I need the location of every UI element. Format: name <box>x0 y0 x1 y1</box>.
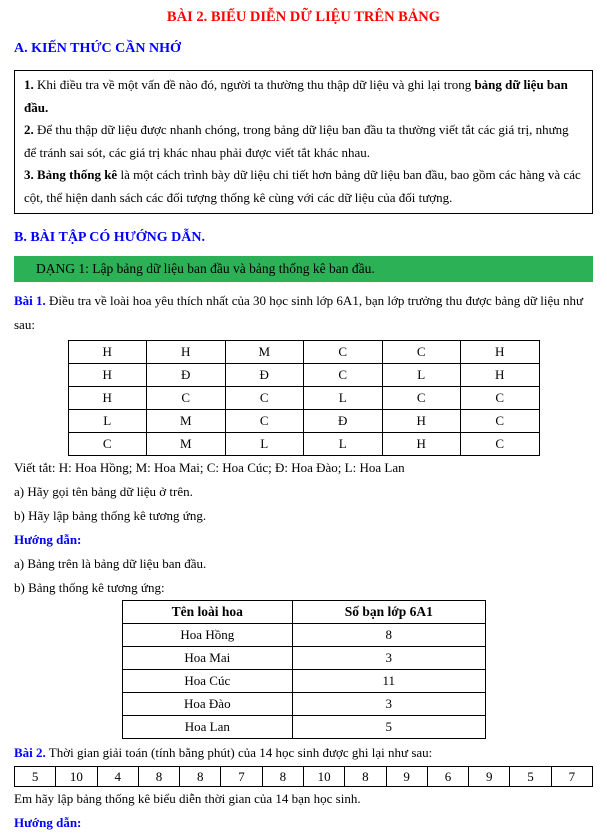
stats-header-count: Số bạn lớp 6A1 <box>293 601 485 624</box>
table-cell: H <box>147 341 226 364</box>
flower-data-table <box>68 340 540 456</box>
table-row <box>122 624 485 647</box>
table-cell: 4 <box>97 767 138 787</box>
point-2-number: 2. <box>24 122 34 137</box>
exercise1-label: Bài 1. <box>14 293 46 308</box>
table-cell: C <box>382 341 461 364</box>
table-cell: H <box>382 410 461 433</box>
section-b-heading: B. BÀI TẬP CÓ HƯỚNG DẪN. <box>14 230 205 245</box>
knowledge-point-1 <box>24 74 583 119</box>
point-3-term: 3. Bảng thống kê <box>24 167 118 182</box>
table-cell: L <box>225 433 304 456</box>
guide-heading-2: Hướng dẫn: <box>14 815 82 830</box>
knowledge-point-3 <box>24 164 583 209</box>
table-cell: L <box>68 410 147 433</box>
table-cell: 3 <box>293 693 485 716</box>
dang1-banner-text: DẠNG 1: Lập bảng dữ liệu ban đầu và bảng thống kê ban đầu. <box>36 261 375 276</box>
table-cell: Hoa Đào <box>122 693 293 716</box>
table-cell: Đ <box>147 364 226 387</box>
answer-a: a) Bảng trên là bảng dữ liệu ban đầu. <box>14 556 207 571</box>
table-row <box>122 693 485 716</box>
table-cell: 10 <box>56 767 97 787</box>
table-cell: 10 <box>303 767 344 787</box>
table-cell: 9 <box>469 767 510 787</box>
table-cell: L <box>304 387 383 410</box>
abbreviation-note: Viết tắt: H: Hoa Hồng; M: Hoa Mai; C: Hoa Cúc; Đ: Hoa Đào; L: Hoa Lan <box>14 460 405 475</box>
table-cell: H <box>68 364 147 387</box>
table-cell: 8 <box>180 767 221 787</box>
exercise2-label: Bài 2. <box>14 745 46 760</box>
table-cell: Đ <box>304 410 383 433</box>
table-row <box>68 410 539 433</box>
table-cell: C <box>225 410 304 433</box>
table-cell: H <box>461 341 540 364</box>
table-cell: 7 <box>551 767 592 787</box>
table-cell: C <box>382 387 461 410</box>
table-cell: H <box>68 387 147 410</box>
table-cell: L <box>304 433 383 456</box>
table-row <box>15 767 593 787</box>
table-cell: M <box>225 341 304 364</box>
table-cell: 8 <box>138 767 179 787</box>
table-cell: 11 <box>293 670 485 693</box>
table-cell: Hoa Cúc <box>122 670 293 693</box>
point-1-text: Khi điều tra về một vấn đề nào đó, người ta thường thu thập dữ liệu và ghi lại trong <box>33 77 475 92</box>
table-cell: C <box>147 387 226 410</box>
point-2-text: Để thu thập dữ liệu được nhanh chóng, trong bảng dữ liệu ban đầu ta thường viết tắt các giá trị, nhưng để tránh sai sót, các giá trị khác nhau phải được viết tắt khác nhau. <box>24 122 569 160</box>
table-cell: C <box>225 387 304 410</box>
point-1-term: bảng dữ liệu ban đầu. <box>24 77 568 115</box>
table-cell: 8 <box>262 767 303 787</box>
table-cell: H <box>68 341 147 364</box>
table-row <box>68 341 539 364</box>
table-cell: C <box>304 341 383 364</box>
table-cell: 8 <box>345 767 386 787</box>
table-header-row <box>122 601 485 624</box>
table-cell: 5 <box>293 716 485 739</box>
stats-header-flower: Tên loài hoa <box>122 601 293 624</box>
knowledge-box <box>14 70 593 214</box>
table-row <box>122 670 485 693</box>
table-row <box>68 364 539 387</box>
table-cell: C <box>461 410 540 433</box>
table-cell: Hoa Mai <box>122 647 293 670</box>
table-cell: Đ <box>225 364 304 387</box>
table-cell: L <box>382 364 461 387</box>
section-a-heading: A. KIẾN THỨC CẦN NHỚ <box>14 41 181 56</box>
times-table <box>14 766 593 787</box>
answer-b: b) Bảng thống kê tương ứng: <box>14 580 165 595</box>
exercise2-intro-text: Thời gian giải toán (tính bằng phút) của 14 học sinh được ghi lại như sau: <box>45 745 433 760</box>
exercise1-intro-text: Điều tra về loài hoa yêu thích nhất của 30 học sinh lớp 6A1, bạn lớp trưởng thu được bảng dữ liệu như sau: <box>14 293 584 332</box>
table-row <box>122 647 485 670</box>
table-cell: 6 <box>427 767 468 787</box>
table-cell: C <box>304 364 383 387</box>
table-row <box>68 433 539 456</box>
dang1-banner <box>14 256 593 282</box>
table-cell: 5 <box>510 767 551 787</box>
table-row <box>122 716 485 739</box>
table-cell: Hoa Hồng <box>122 624 293 647</box>
table-cell: M <box>147 410 226 433</box>
table-cell: 9 <box>386 767 427 787</box>
table-cell: H <box>461 364 540 387</box>
table-cell: C <box>461 433 540 456</box>
table-cell: M <box>147 433 226 456</box>
table-cell: 3 <box>293 647 485 670</box>
exercise2-task: Em hãy lập bảng thống kê biểu diễn thời gian của 14 bạn học sinh. <box>14 791 361 806</box>
page-title: BÀI 2. BIỂU DIỄN DỮ LIỆU TRÊN BẢNG <box>166 9 441 25</box>
exercise2-intro <box>14 741 593 765</box>
table-cell: 7 <box>221 767 262 787</box>
table-cell: Hoa Lan <box>122 716 293 739</box>
table-cell: C <box>461 387 540 410</box>
point-1-number: 1. <box>24 77 34 92</box>
table-cell: C <box>68 433 147 456</box>
table-cell: 5 <box>15 767 56 787</box>
table-cell: H <box>382 433 461 456</box>
table-row <box>68 387 539 410</box>
question-a: a) Hãy gọi tên bảng dữ liệu ở trên. <box>14 484 193 499</box>
flower-stats-table <box>122 600 486 739</box>
table-cell: 8 <box>293 624 485 647</box>
exercise1-intro <box>14 289 593 337</box>
point-3-text: là một cách trình bày dữ liệu chi tiết hơn bảng dữ liệu ban đầu, bao gồm các hàng và các cột, thể hiện danh sách các đối tượng thống kê cùng với các dữ liệu của đối tượng. <box>24 167 581 205</box>
question-b: b) Hãy lập bảng thống kê tương ứng. <box>14 508 207 523</box>
guide-heading-1: Hướng dẫn: <box>14 532 82 547</box>
knowledge-point-2 <box>24 119 583 164</box>
